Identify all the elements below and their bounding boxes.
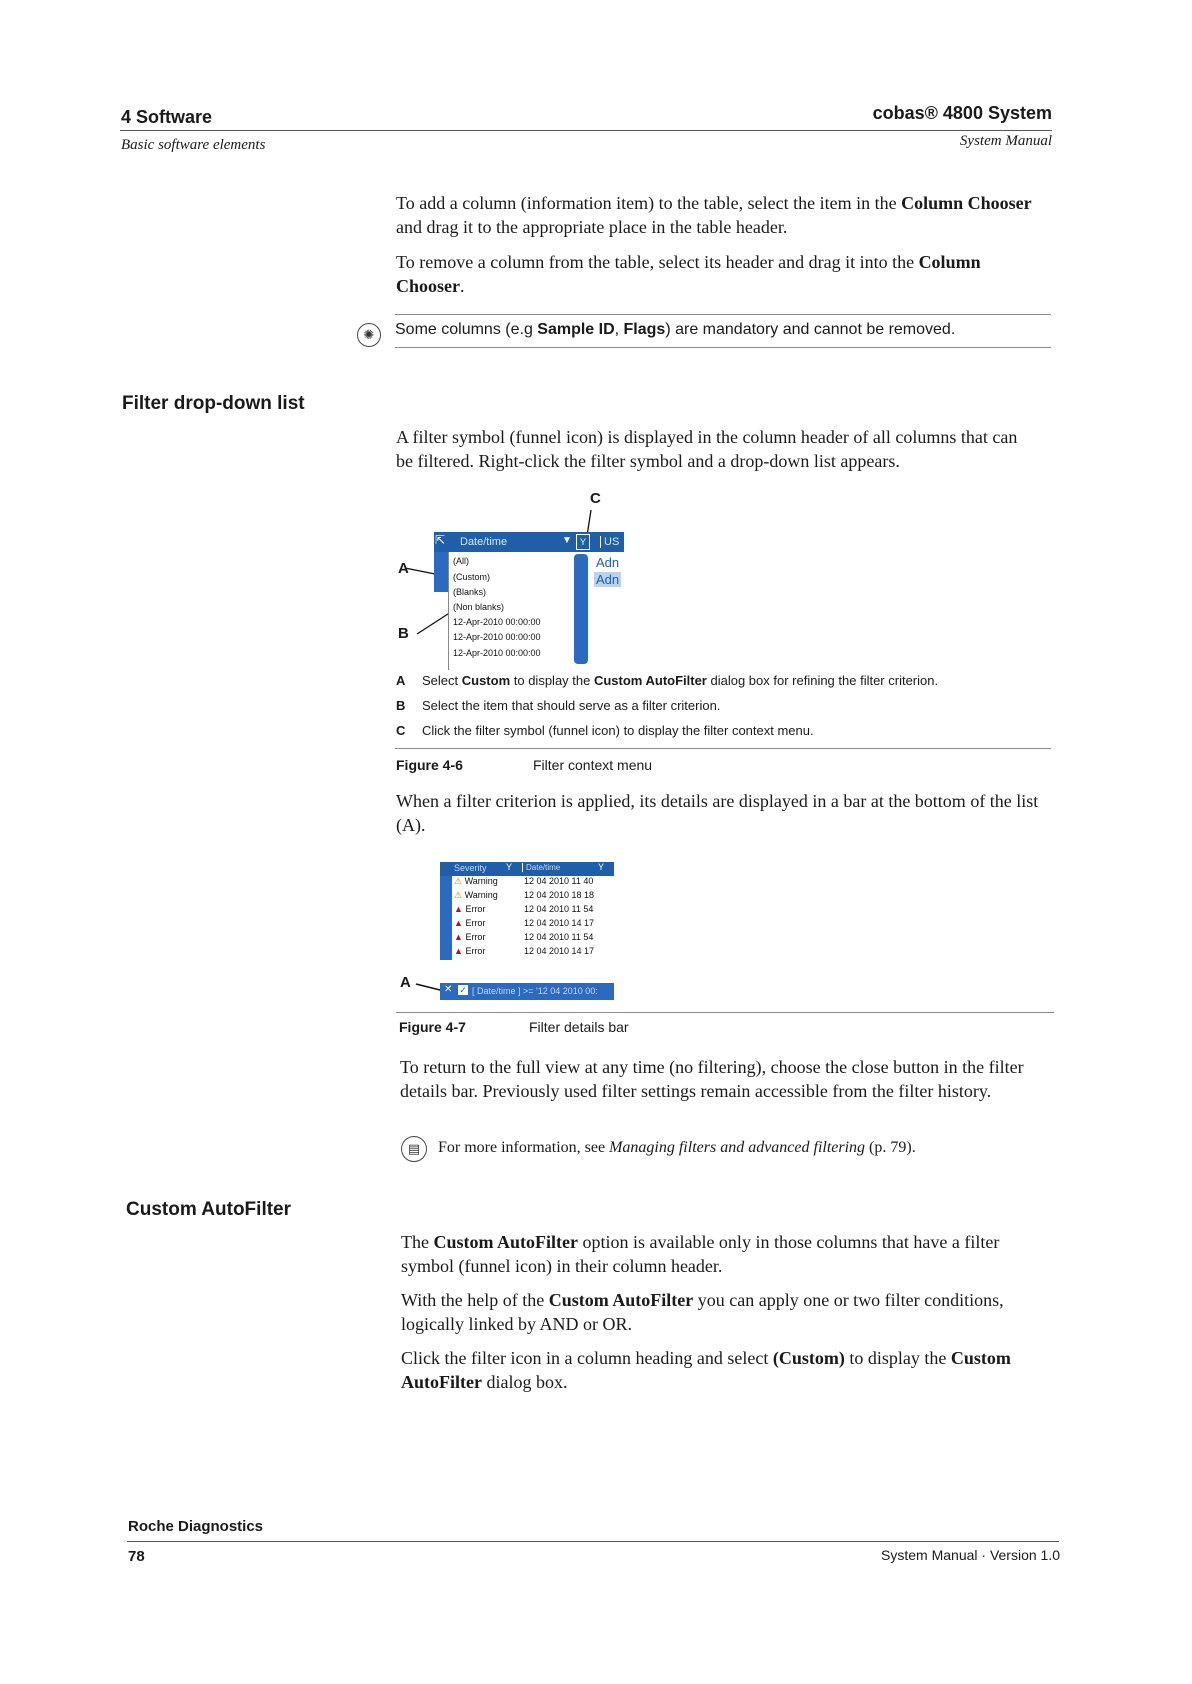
column-header-datetime[interactable]: Date/time [460,536,508,548]
grid-cell-selected: Adn [596,572,620,587]
legend-item-a [396,673,938,688]
datetime-cell: 12 04 2010 11 40 [524,876,594,886]
callout-label-c: C [590,490,601,507]
text: dialog box for refining the filter criterion. [706,673,939,688]
severity-cell: Error [465,932,486,942]
cursor-icon: ⇱ [435,533,446,547]
warning-icon: ⚠ [454,890,463,900]
figure-rule [396,1012,1054,1013]
funnel-icon[interactable]: Y [506,862,513,872]
footer-company: Roche Diagnostics [128,1518,264,1535]
table-row[interactable] [454,876,614,890]
text-bold: Column Chooser [901,193,1032,213]
severity-cell: Error [465,904,486,914]
filter-option-blanks[interactable]: (Blanks) [453,587,487,597]
header-rule [120,130,1052,131]
text-bold: Column Chooser [396,252,981,296]
table-row[interactable] [454,904,614,918]
text: you can apply one or two filter conditions, logically linked by AND or OR. [401,1290,1004,1334]
datetime-cell: 12 04 2010 11 54 [524,904,594,914]
funnel-icon[interactable]: Y [576,534,590,550]
section-heading-custom-autofilter: Custom AutoFilter [126,1199,292,1220]
text-bold: Flags [623,321,666,338]
text-bold: Custom AutoFilter [401,1348,1011,1392]
error-icon: ▲ [454,904,463,914]
footer-rule [127,1541,1059,1542]
warning-icon: ⚠ [454,876,463,886]
text: dialog box. [481,1372,568,1392]
intro-paragraph-1 [396,191,1036,239]
text: With the help of the [401,1290,549,1310]
text: to display the [844,1348,951,1368]
grid-header [434,532,624,552]
datetime-cell: 12 04 2010 14 17 [524,946,595,956]
filter-expression: [ Date/time ] >= '12 04 2010 00: [472,986,598,996]
filtered-grid-screenshot [440,862,616,962]
table-row[interactable] [454,890,614,904]
text: Some columns (e.g [395,321,538,338]
filter-paragraph-2: When a filter criterion is applied, its details are displayed in a bar at the bottom of the list (A). [396,791,1039,835]
severity-cell: Warning [464,890,498,900]
error-icon: ▲ [454,918,463,928]
text: Click the filter icon in a column heading and select [401,1348,773,1368]
legend-key: B [396,698,406,713]
text: option is available only in those columns that have a filter symbol (funnel icon) in their column header. [401,1232,1000,1276]
section-title: Basic software elements [121,137,266,153]
callout-label-a: A [400,974,411,991]
table-row[interactable] [454,918,614,932]
datetime-cell: 12 04 2010 11 54 [524,932,594,942]
filter-details-bar [440,983,614,1000]
tip-rule-top [395,314,1051,315]
figure-number: Figure 4-7 [399,1019,466,1035]
filter-option-nonblanks[interactable]: (Non blanks) [453,602,505,612]
text-bold: Sample ID [537,321,615,338]
intro-paragraph-2 [396,250,1036,298]
text-bold: Custom AutoFilter [593,673,707,688]
text: to display the [510,673,594,688]
filter-paragraph-1: A filter symbol (funnel icon) is displayed in the column header of all columns that can be filtered. Right-click the filter symbol and a drop-down list appears. [396,427,1018,471]
close-icon[interactable]: ✕ [444,984,453,995]
text: and drag it to the appropriate place in the table header. [396,217,788,237]
document-reference-icon: ▤ [401,1136,427,1162]
datetime-cell: 12 04 2010 18 18 [524,890,595,900]
figure-caption: Filter details bar [529,1019,629,1035]
filter-option-all[interactable]: (All) [453,556,469,566]
filter-option-custom[interactable]: (Custom) [453,572,491,582]
callout-label-a: A [398,560,409,577]
grid-header [440,862,614,876]
product-title: cobas® 4800 System [872,103,1052,123]
filter-option-value[interactable]: 12-Apr-2010 00:00:00 [453,648,541,658]
filter-enable-checkbox[interactable]: ✓ [459,985,467,995]
callout-label-b: B [398,625,409,642]
page-number: 78 [128,1548,145,1565]
text-bold: Custom AutoFilter [548,1290,694,1310]
custom-paragraph-1 [401,1230,1051,1278]
text: Click the filter symbol (funnel icon) to display the filter context menu. [422,723,814,738]
filter-dropdown-screenshot [434,532,624,670]
figure-number: Figure 4-6 [396,757,463,773]
column-header-severity[interactable]: Severity [454,863,487,873]
custom-paragraph-3 [401,1346,1061,1394]
filter-paragraph-3: To return to the full view at any time (no filtering), choose the close button in the filter details bar. Previously used filter settings remain accessible from the filter history. [400,1057,1024,1101]
error-icon: ▲ [454,932,463,942]
column-header-user[interactable]: US [600,536,619,548]
text: The [401,1232,434,1252]
grid-cell: Adn [596,555,620,570]
text-bold: (Custom) [772,1348,845,1368]
section-heading-filter: Filter drop-down list [122,393,305,414]
row-selector-column [440,876,452,960]
row-selector-bar [434,552,448,592]
text: For more information, see [438,1139,610,1156]
dropdown-scrollbar[interactable] [574,554,588,664]
error-icon: ▲ [454,946,463,956]
column-header-datetime[interactable]: Date/time [522,863,560,872]
filter-dropdown-list [448,552,589,670]
datetime-cell: 12 04 2010 14 17 [524,918,595,928]
legend-key: A [396,673,406,688]
reference-link[interactable]: Managing filters and advanced filtering [609,1139,866,1156]
severity-cell: Warning [464,876,498,886]
text: (p. 79). [865,1139,916,1156]
severity-cell: Error [465,946,486,956]
legend-key: C [396,723,406,738]
table-row[interactable] [454,946,614,960]
text-bold: Custom AutoFilter [433,1232,578,1252]
text: Select the item that should serve as a filter criterion. [422,698,721,713]
legend-item-c [396,723,814,738]
manual-title: System Manual [959,133,1052,149]
funnel-icon[interactable]: Y [598,862,605,872]
chapter-title: 4 Software [121,107,213,127]
text: . [460,276,465,296]
legend-item-b [396,698,720,713]
text: ) are mandatory and cannot be removed. [665,321,956,338]
tip-text [395,321,955,339]
figure-rule [395,748,1051,749]
text: Select [422,673,462,688]
text: To add a column (information item) to the table, select the item in the [396,193,902,213]
callout-line-a [405,568,435,574]
filter-option-value[interactable]: 12-Apr-2010 00:00:00 [453,632,541,642]
text: , [614,321,624,338]
filter-option-value[interactable]: 12-Apr-2010 00:00:00 [453,617,541,627]
severity-cell: Error [465,918,486,928]
figure-caption: Filter context menu [533,757,653,773]
text-bold: Custom [461,673,511,688]
reference-note [438,1139,916,1157]
chevron-down-icon[interactable]: ▼ [562,535,572,546]
footer-version: System Manual · Version 1.0 [881,1547,1060,1563]
table-row[interactable] [454,932,614,946]
text: To remove a column from the table, select its header and drag it into the [396,252,919,272]
lightbulb-icon: ✺ [357,323,381,347]
tip-rule-bottom [395,347,1051,348]
custom-paragraph-2 [401,1288,1051,1336]
